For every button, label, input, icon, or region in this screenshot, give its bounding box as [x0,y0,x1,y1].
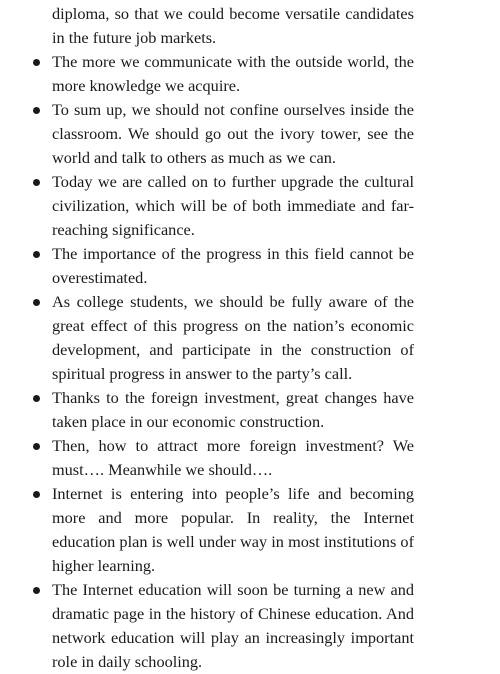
bullet-item-2 [52,98,414,170]
bullet-item-5 [52,290,414,386]
bullet-dot-icon [33,251,40,258]
bullet-item-6 [52,386,414,434]
bullet-item-7 [52,434,414,482]
bullet-dot-icon [33,395,40,402]
bullet-text: Thanks to the foreign investment, great changes have taken place in our economic construction. [52,388,414,431]
bullet-dot-icon [33,491,40,498]
bullet-dot-icon [33,107,40,114]
bullet-text: Internet is entering into people’s life and becoming more and more popular. In reality, the Internet education plan is well under way in most institutions of higher learning. [52,484,414,575]
bullet-text: The more we communicate with the outside world, the more knowledge we acquire. [52,52,414,95]
bullet-text: The importance of the progress in this field cannot be overestimated. [52,244,414,287]
bullet-dot-icon [33,443,40,450]
bullet-text: Today we are called on to further upgrade the cultural civilization, which will be of both immediate and far-reaching significance. [52,172,414,239]
bullet-dot-icon [33,179,40,186]
continuation-paragraph: diploma, so that we could become versatile candidates in the future job markets. [52,4,414,47]
bullet-item-9 [52,578,414,674]
bullet-text: As college students, we should be fully aware of the great effect of this progress on the nation’s economic development, and participate in the construction of spiritual progress in answer to the party’s call. [52,292,414,383]
bullet-dot-icon [33,299,40,306]
bullet-item-4 [52,242,414,290]
bullet-list [52,50,414,674]
bullet-item-1 [52,50,414,98]
bullet-text: To sum up, we should not confine ourselves inside the classroom. We should go out the ivory tower, see the world and talk to others as much as we can. [52,100,414,167]
bullet-item-8 [52,482,414,578]
bullet-dot-icon [33,587,40,594]
bullet-text: Then, how to attract more foreign investment? We must…. Meanwhile we should…. [52,436,414,479]
bullet-dot-icon [33,59,40,66]
bullet-text: The Internet education will soon be turning a new and dramatic page in the history of Chinese education. And network education will play an increasingly important role in daily schooling. [52,580,414,671]
bullet-item-3 [52,170,414,242]
